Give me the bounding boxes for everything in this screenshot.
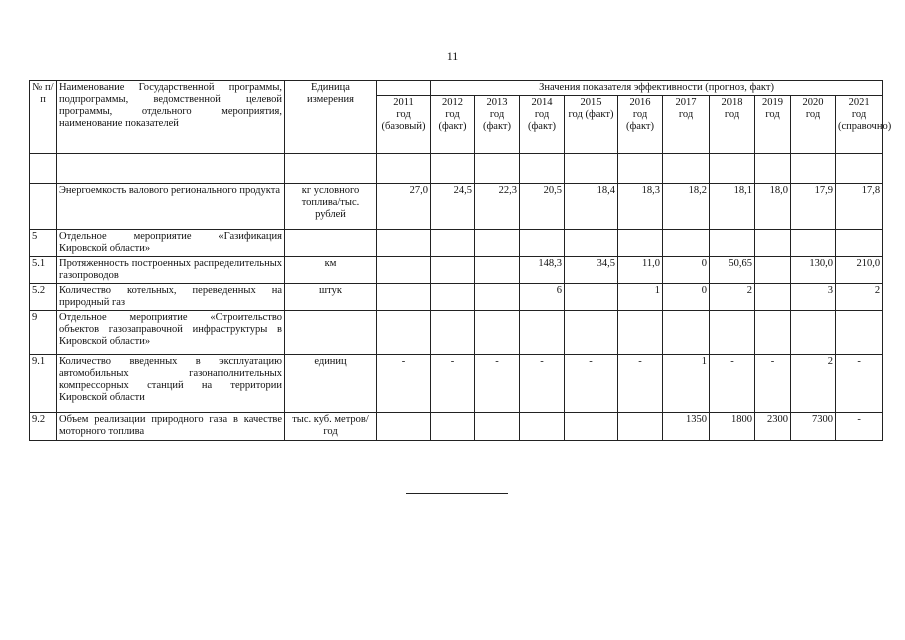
year-note: год (факт) <box>527 109 556 132</box>
row-name: Отдельное мероприятие «Строительство объектов газозаправочной инфраструктуры в Кировской области» <box>57 311 285 355</box>
value-cell: 1 <box>618 284 663 311</box>
year-label: 2018 <box>721 97 743 108</box>
value-cell <box>377 257 431 284</box>
year-note: год (факт) <box>568 109 614 120</box>
value-cell <box>755 154 791 184</box>
value-cell: 18,2 <box>663 184 710 230</box>
value-cell <box>710 230 755 257</box>
header-blank-cell <box>377 81 431 96</box>
value-cell <box>663 154 710 184</box>
year-label: 2017 <box>675 97 697 108</box>
row-unit: единиц <box>285 355 377 413</box>
year-header <box>755 96 791 154</box>
value-cell <box>377 413 431 441</box>
year-header <box>431 96 475 154</box>
row-name <box>57 154 285 184</box>
value-cell: 7300 <box>791 413 836 441</box>
value-cell <box>520 413 565 441</box>
row-name: Количество котельных, переведенных на природный газ <box>57 284 285 311</box>
value-cell <box>565 154 618 184</box>
value-cell <box>755 311 791 355</box>
value-cell: - <box>520 355 565 413</box>
value-cell <box>475 311 520 355</box>
year-header <box>791 96 836 154</box>
value-cell <box>475 154 520 184</box>
table-row <box>30 355 883 413</box>
table-body <box>30 154 883 441</box>
value-cell <box>791 154 836 184</box>
value-cell <box>520 230 565 257</box>
value-cell: 3 <box>791 284 836 311</box>
value-cell <box>663 311 710 355</box>
table-row <box>30 257 883 284</box>
year-note: год <box>805 109 821 120</box>
value-cell: 2 <box>710 284 755 311</box>
year-header <box>663 96 710 154</box>
row-number <box>30 154 57 184</box>
table-row <box>30 230 883 257</box>
value-cell: 18,3 <box>618 184 663 230</box>
value-cell <box>710 311 755 355</box>
value-cell <box>618 413 663 441</box>
year-note: год (факт) <box>625 109 654 132</box>
year-label: 2014 <box>531 97 553 108</box>
value-cell: 1800 <box>710 413 755 441</box>
year-header <box>475 96 520 154</box>
table-row <box>30 311 883 355</box>
year-header <box>836 96 892 154</box>
value-cell <box>565 413 618 441</box>
year-header <box>618 96 663 154</box>
value-cell: 18,0 <box>755 184 791 230</box>
value-cell <box>836 154 883 184</box>
value-cell <box>377 230 431 257</box>
year-label: 2015 <box>580 97 602 108</box>
value-cell <box>520 311 565 355</box>
value-cell: - <box>755 355 791 413</box>
row-unit: штук <box>285 284 377 311</box>
value-cell <box>565 230 618 257</box>
table-row <box>30 184 883 230</box>
value-cell: 1350 <box>663 413 710 441</box>
value-cell <box>755 257 791 284</box>
value-cell: - <box>836 413 883 441</box>
year-label: 2021 <box>848 97 870 108</box>
value-cell <box>431 230 475 257</box>
value-cell <box>475 230 520 257</box>
value-cell: - <box>836 355 883 413</box>
value-cell: - <box>710 355 755 413</box>
value-cell: 2300 <box>755 413 791 441</box>
value-cell <box>431 154 475 184</box>
value-cell: 1 <box>663 355 710 413</box>
value-cell <box>431 284 475 311</box>
value-cell: 11,0 <box>618 257 663 284</box>
value-cell <box>431 257 475 284</box>
value-cell: 34,5 <box>565 257 618 284</box>
year-label: 2011 <box>393 97 414 108</box>
year-label: 2013 <box>486 97 508 108</box>
row-number: 9.1 <box>30 355 57 413</box>
year-header <box>565 96 618 154</box>
table-row <box>30 413 883 441</box>
year-label: 2020 <box>802 97 824 108</box>
row-unit <box>285 154 377 184</box>
value-cell <box>377 154 431 184</box>
value-cell: 27,0 <box>377 184 431 230</box>
value-cell: 24,5 <box>431 184 475 230</box>
value-cell <box>618 311 663 355</box>
row-unit <box>285 311 377 355</box>
year-note: год <box>678 109 694 120</box>
value-cell <box>710 154 755 184</box>
value-cell: 18,1 <box>710 184 755 230</box>
row-unit: тыс. куб. метров/год <box>285 413 377 441</box>
row-unit <box>285 230 377 257</box>
value-cell: 20,5 <box>520 184 565 230</box>
value-cell <box>431 311 475 355</box>
year-header <box>377 96 431 154</box>
row-number: 9.2 <box>30 413 57 441</box>
value-cell: - <box>431 355 475 413</box>
value-cell <box>755 230 791 257</box>
year-note: год (факт) <box>482 109 511 132</box>
value-cell: 130,0 <box>791 257 836 284</box>
value-cell: 17,9 <box>791 184 836 230</box>
year-header <box>710 96 755 154</box>
value-cell <box>836 230 883 257</box>
value-cell <box>836 311 883 355</box>
row-name: Количество введенных в эксплуатацию автомобильных газонаполнительных компрессорных станций на территории Кировской области <box>57 355 285 413</box>
value-cell: - <box>618 355 663 413</box>
value-cell <box>431 413 475 441</box>
row-unit: кг условного топлива/тыс. рублей <box>285 184 377 230</box>
row-number: 9 <box>30 311 57 355</box>
value-cell <box>618 230 663 257</box>
row-unit: км <box>285 257 377 284</box>
year-label: 2016 <box>629 97 651 108</box>
value-cell: 6 <box>520 284 565 311</box>
year-label: 2019 <box>762 97 783 108</box>
page-number: 11 <box>446 49 459 63</box>
value-cell <box>475 257 520 284</box>
value-cell <box>565 284 618 311</box>
value-cell <box>377 311 431 355</box>
value-cell: 2 <box>791 355 836 413</box>
footer-divider <box>406 493 508 494</box>
value-cell <box>663 230 710 257</box>
year-note: год (факт) <box>438 109 467 132</box>
header-num: № п/п <box>30 81 57 154</box>
value-cell <box>475 413 520 441</box>
value-cell: 17,8 <box>836 184 883 230</box>
row-number: 5.1 <box>30 257 57 284</box>
value-cell: - <box>475 355 520 413</box>
value-cell: 22,3 <box>475 184 520 230</box>
year-note: год (справочно) <box>838 109 892 132</box>
indicators-table <box>29 80 892 441</box>
row-number <box>30 184 57 230</box>
value-cell: 148,3 <box>520 257 565 284</box>
row-number: 5.2 <box>30 284 57 311</box>
header-group-title: Значения показателя эффективности (прогноз, факт) <box>431 81 883 96</box>
value-cell <box>565 311 618 355</box>
year-note: год <box>765 109 780 120</box>
value-cell: 18,4 <box>565 184 618 230</box>
value-cell: 0 <box>663 284 710 311</box>
value-cell <box>520 154 565 184</box>
header-unit: Единица измерения <box>285 81 377 154</box>
row-name: Протяженность построенных распределительных газопроводов <box>57 257 285 284</box>
year-note: год (базовый) <box>381 109 426 132</box>
table-row <box>30 284 883 311</box>
row-name: Отдельное мероприятие «Газификация Кировской области» <box>57 230 285 257</box>
value-cell <box>755 284 791 311</box>
table-row <box>30 154 883 184</box>
value-cell: 0 <box>663 257 710 284</box>
row-name: Объем реализации природного газа в качестве моторного топлива <box>57 413 285 441</box>
header-name: Наименование Государственной программы, подпрограммы, ведомственной целевой программы, отдельного мероприятия, наименование показателей <box>57 81 285 154</box>
value-cell <box>791 230 836 257</box>
value-cell: - <box>565 355 618 413</box>
value-cell <box>475 284 520 311</box>
year-header <box>520 96 565 154</box>
value-cell: 210,0 <box>836 257 883 284</box>
year-label: 2012 <box>442 97 463 108</box>
value-cell <box>618 154 663 184</box>
value-cell: 2 <box>836 284 883 311</box>
row-name: Энергоемкость валового регионального продукта <box>57 184 285 230</box>
value-cell <box>791 311 836 355</box>
value-cell <box>377 284 431 311</box>
value-cell: - <box>377 355 431 413</box>
row-number: 5 <box>30 230 57 257</box>
year-note: год <box>724 109 740 120</box>
value-cell: 50,65 <box>710 257 755 284</box>
